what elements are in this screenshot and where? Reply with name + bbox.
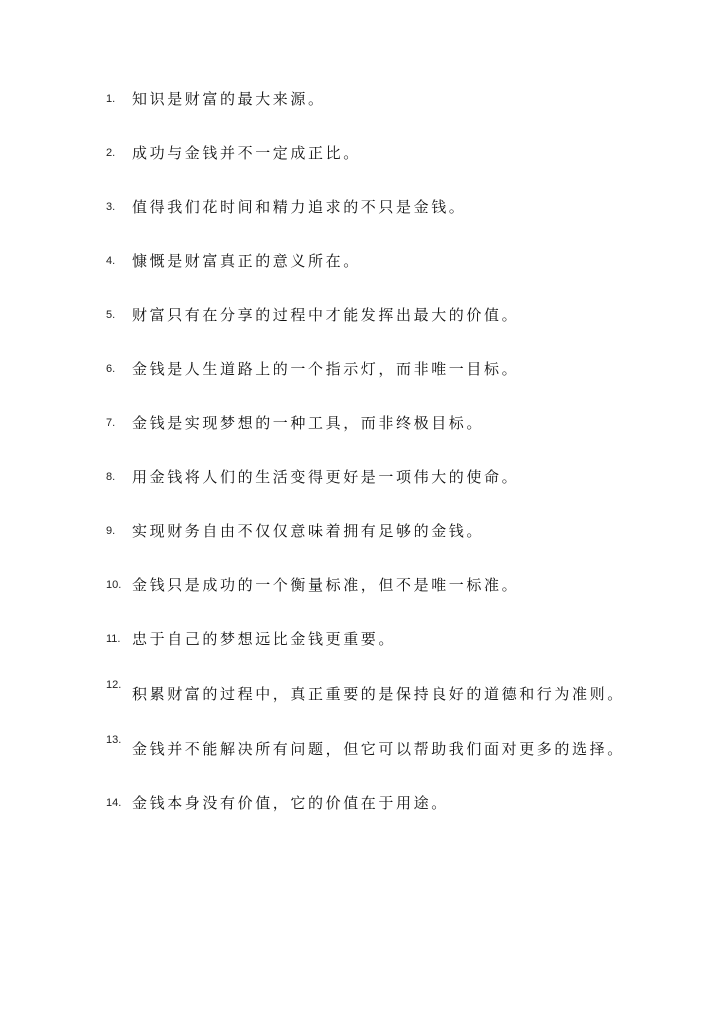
list-item	[106, 84, 626, 115]
list-item	[106, 462, 626, 493]
list-item-text: 值得我们花时间和精力追求的不只是金钱。	[132, 198, 467, 216]
list-item-number: 2.	[106, 147, 116, 159]
list-item-number: 9.	[106, 525, 116, 537]
list-item-text: 金钱本身没有价值，它的价值在于用途。	[132, 794, 449, 812]
list-item-text: 财富只有在分享的过程中才能发挥出最大的价值。	[132, 306, 520, 324]
list-item-text: 实现财务自由不仅仅意味着拥有足够的金钱。	[132, 522, 485, 540]
list-item-text: 慷慨是财富真正的意义所在。	[132, 252, 361, 270]
list-item-number: 13.	[106, 734, 122, 746]
list-item	[106, 725, 626, 773]
list-item-text: 金钱是人生道路上的一个指示灯，而非唯一目标。	[132, 360, 520, 378]
list-item-text: 金钱并不能解决所有问题，但它可以帮助我们面对更多的选择。	[132, 740, 625, 758]
list-item-number: 6.	[106, 363, 116, 375]
list-item	[106, 300, 626, 331]
list-item-number: 1.	[106, 93, 116, 105]
list-item-number: 11.	[106, 633, 121, 645]
list-item	[106, 624, 626, 655]
list-item-number: 4.	[106, 255, 116, 267]
list-item	[106, 138, 626, 169]
list-item	[106, 570, 626, 601]
quote-list	[106, 84, 626, 842]
list-item	[106, 408, 626, 439]
list-item-number: 8.	[106, 471, 116, 483]
list-item-text: 金钱是实现梦想的一种工具，而非终极目标。	[132, 414, 485, 432]
list-item-number: 12.	[106, 679, 122, 691]
list-item	[106, 670, 626, 718]
list-item	[106, 516, 626, 547]
list-item-number: 5.	[106, 309, 116, 321]
list-item-number: 14.	[106, 797, 122, 809]
list-item-text: 忠于自己的梦想远比金钱更重要。	[132, 630, 397, 648]
list-item-number: 10.	[106, 579, 122, 591]
list-item-number: 3.	[106, 201, 116, 213]
list-item-text: 用金钱将人们的生活变得更好是一项伟大的使命。	[132, 468, 520, 486]
list-item-number: 7.	[106, 417, 116, 429]
list-item-text: 金钱只是成功的一个衡量标准，但不是唯一标准。	[132, 576, 520, 594]
list-item-text: 成功与金钱并不一定成正比。	[132, 144, 361, 162]
list-item	[106, 354, 626, 385]
list-item	[106, 192, 626, 223]
list-item	[106, 246, 626, 277]
list-item-text: 知识是财富的最大来源。	[132, 90, 326, 108]
list-item-text: 积累财富的过程中，真正重要的是保持良好的道德和行为准则。	[132, 685, 625, 703]
list-item	[106, 788, 626, 819]
